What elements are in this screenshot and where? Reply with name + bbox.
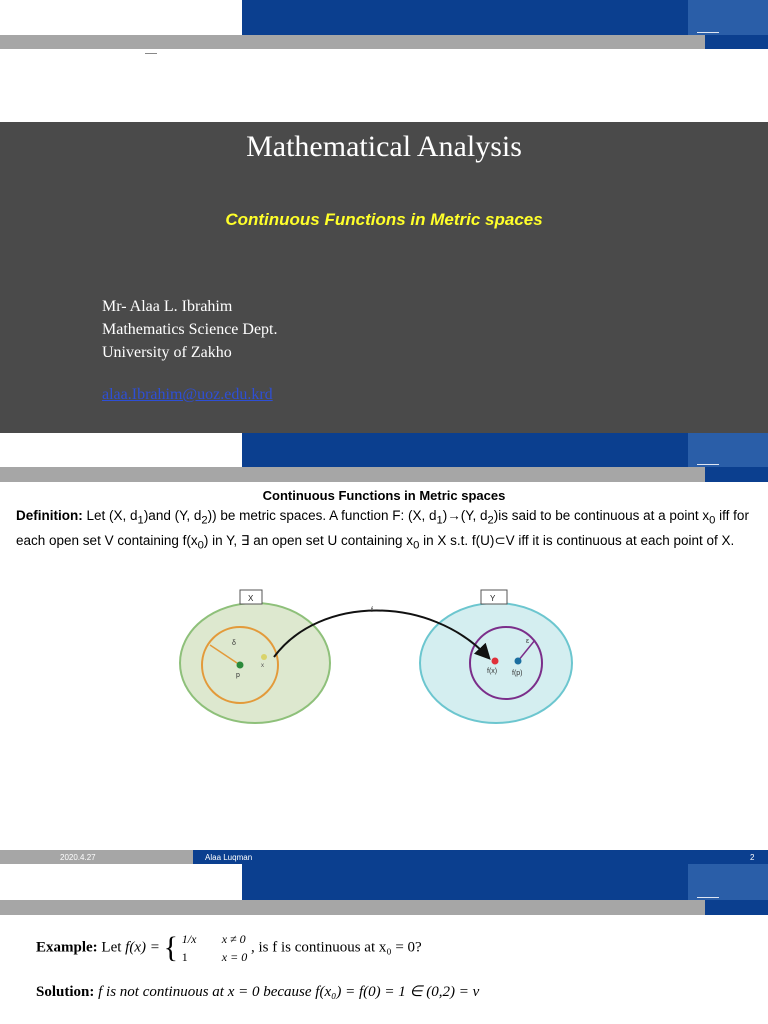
subscript: 1 — [137, 514, 144, 527]
arrow-label: f — [371, 607, 373, 614]
piece-2-value: 1 — [181, 950, 188, 964]
dash-mark — [145, 53, 157, 54]
author-university: University of Zakho — [102, 344, 232, 361]
definition-text: ) in Y, ∃ an open set U containing x — [203, 532, 414, 548]
definition-text: iff for each open set V containing f(x — [16, 508, 749, 548]
author-email-link[interactable]: alaa.Ibrahim@uoz.edu.krd — [102, 386, 273, 403]
definition-paragraph — [16, 506, 752, 555]
author-department: Mathematics Science Dept. — [102, 321, 278, 338]
epsilon-label: ε — [526, 638, 530, 645]
point-p-label: p — [236, 672, 240, 679]
point-p — [237, 662, 244, 669]
header-mark — [697, 32, 719, 33]
point-x — [261, 654, 267, 660]
slide3-blue-square — [688, 864, 768, 900]
slide-subtitle: Continuous Functions in Metric spaces — [225, 210, 543, 229]
fx-label: f(x) — [487, 668, 498, 675]
definition-text: )→(Y, d — [442, 508, 488, 523]
piece-1-value: 1/x — [181, 932, 197, 946]
piece-2-condition: x = 0 — [221, 950, 248, 964]
piece-1-condition: x ≠ 0 — [221, 932, 246, 946]
point-x-label: x — [261, 663, 264, 669]
subscript: 1 — [436, 514, 443, 527]
footer-author: Alaa Luqman — [205, 853, 253, 862]
header-blue-square — [688, 0, 768, 35]
slide2-gray-bar-right — [705, 467, 768, 482]
solution-line — [36, 982, 479, 1001]
header-gray-bar — [0, 35, 705, 49]
definition-text: )is said to be continuous at a point x — [493, 508, 710, 523]
continuity-diagram — [170, 585, 590, 725]
subscript: 0 — [709, 514, 716, 527]
label-y: Y — [490, 594, 496, 603]
label-x: X — [248, 594, 254, 603]
example-question: , is f is continuous at x₀ = 0? — [250, 939, 422, 956]
slide2-heading: Continuous Functions in Metric spaces — [262, 488, 506, 503]
delta-label: δ — [232, 640, 236, 647]
example-text: Let — [101, 939, 122, 956]
piecewise-table — [182, 930, 247, 966]
point-fp — [515, 658, 522, 665]
slide2-blue-square — [688, 433, 768, 467]
slide2-mark — [697, 464, 719, 465]
definition-text: in X s.t. f(U)⊂V iff it is continuous at each point of X. — [419, 532, 735, 548]
solution-text: f is not continuous at x = 0 because f(x₀) = f(0) = 1 ∈ (0,2) = v — [98, 984, 480, 1000]
slide3-gray-bar-right — [705, 900, 768, 915]
example-label: Example: — [36, 939, 98, 956]
subscript: 0 — [197, 539, 204, 552]
subscript: 2 — [487, 514, 494, 527]
piecewise-brace: { — [163, 931, 179, 964]
solution-label: Solution: — [36, 984, 95, 1000]
footer-date: 2020.4.27 — [60, 853, 96, 862]
slide3-gray-bar — [0, 900, 705, 915]
subscript: 2 — [201, 514, 208, 527]
header-gray-bar-right — [705, 35, 768, 49]
author-name: Mr- Alaa L. Ibrahim — [102, 298, 233, 315]
footer-blue-band — [193, 850, 768, 864]
point-fx — [492, 658, 499, 665]
footer-gray-left — [0, 850, 193, 864]
example-line — [36, 930, 422, 966]
definition-label: Definition: — [16, 508, 83, 523]
definition-text: )and (Y, d — [143, 508, 202, 523]
footer-page-number: 2 — [750, 853, 755, 862]
definition-text: Let (X, d — [86, 508, 138, 523]
function-expr: f(x) = — [125, 939, 160, 956]
subscript: 0 — [413, 539, 420, 552]
fp-label: f(p) — [512, 670, 523, 677]
definition-text: )) be metric spaces. A function F: (X, d — [207, 508, 437, 523]
slide3-mark — [697, 897, 719, 898]
slide-title: Mathematical Analysis — [246, 130, 522, 163]
slide2-gray-bar — [0, 467, 705, 482]
